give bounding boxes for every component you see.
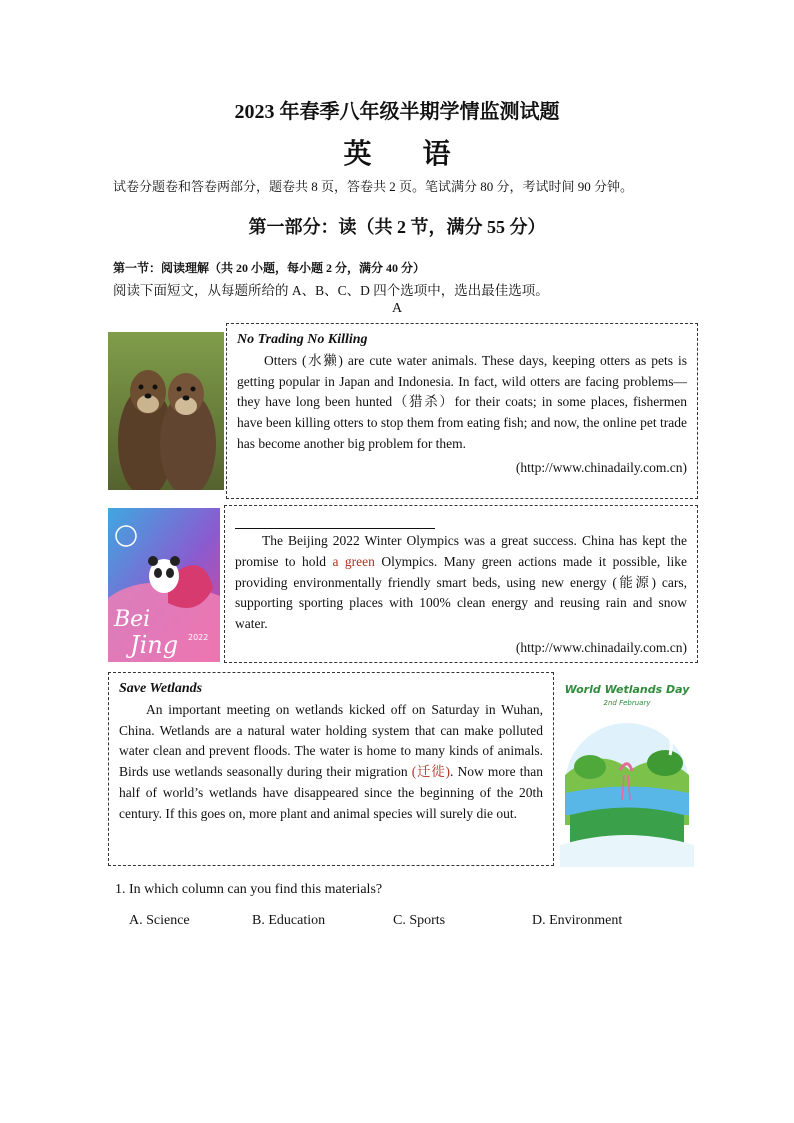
option-c: C. Sports	[393, 913, 446, 928]
exam-instructions: 试卷分题卷和答卷两部分，题卷共 8 页，答卷共 2 页。笔试满分 80 分，考试时间 90 分钟。	[113, 179, 634, 194]
passage-wetlands	[108, 672, 554, 866]
beijing-poster-text-jing: Jing	[130, 631, 179, 659]
beijing-2022-poster	[108, 508, 220, 662]
option-b: B. Education	[252, 913, 326, 928]
wetlands-poster-title: World Wetlands Day	[564, 683, 690, 696]
highlight-migration: (迁徙)	[411, 764, 451, 780]
question-1-stem: 1. In which column can you find this materials?	[115, 882, 383, 897]
option-a: A. Science	[129, 913, 190, 928]
passage-beijing	[224, 505, 698, 663]
passage-otters	[226, 323, 698, 499]
option-d: D. Environment	[532, 913, 623, 928]
passage-beijing-text: The Beijing 2022 Winter Olympics was a great success. China has kept the promise to hold a green Olympics. Many green actions made it possible, like providing environmentally friendly smart beds, using new energy (能源) cars, supporting sporting places with 100% clean energy and reusing rain and snow water.	[235, 533, 687, 632]
reading-instructions: 阅读下面短文，从每题所给的 A、B、C、D 四个选项中，选出最佳选项。	[113, 283, 549, 298]
passage-otters-title: No Trading No Killing	[237, 332, 368, 347]
passage-title-blank	[235, 514, 435, 529]
highlight-green: a green	[332, 553, 375, 569]
exam-title: 2023 年春季八年级半期学情监测试题	[234, 101, 560, 123]
passage-wetlands-title: Save Wetlands	[119, 681, 203, 696]
otters-photo	[108, 332, 224, 490]
subject-title: 英 语	[343, 139, 473, 170]
part-heading: 第一部分：读（共 2 节，满分 55 分）	[248, 217, 546, 237]
passage-label: A	[391, 301, 403, 316]
passage-otters-source: (http://www.chinadaily.com.cn)	[515, 459, 687, 475]
beijing-poster-text-bei: Bei	[114, 607, 151, 632]
world-wetlands-day-poster	[560, 675, 694, 867]
section-heading: 第一节：阅读理解（共 20 小题，每小题 2 分，满分 40 分）	[113, 261, 426, 275]
passage-wetlands-text: An important meeting on wetlands kicked off on Saturday in Wuhan, China. Wetlands are a natural water holding system that can make polluted water clean and prevent floods. The water is home to many kinds of animals. Birds use wetlands seasonally during their migration (迁徙). Now more than half of world’s wetlands have disappeared since the beginning of the 20th century. If this goes on, more plant and animal species will surely die out.	[119, 701, 543, 821]
beijing-poster-year: 2022	[188, 633, 209, 642]
passage-beijing-source: (http://www.chinadaily.com.cn)	[515, 639, 687, 655]
passage-otters-text: Otters (水獭) are cute water animals. These days, keeping otters as pets is getting popular in Japan and Indonesia. In fact, wild otters are facing problems—they have long been hunted（猎杀）for their coats; in some places, fishermen have been killing otters to stop them from eating fish; and now, the online pet trade has become another big problem for them.	[237, 352, 687, 451]
wetlands-poster-date: 2nd February	[603, 699, 651, 707]
